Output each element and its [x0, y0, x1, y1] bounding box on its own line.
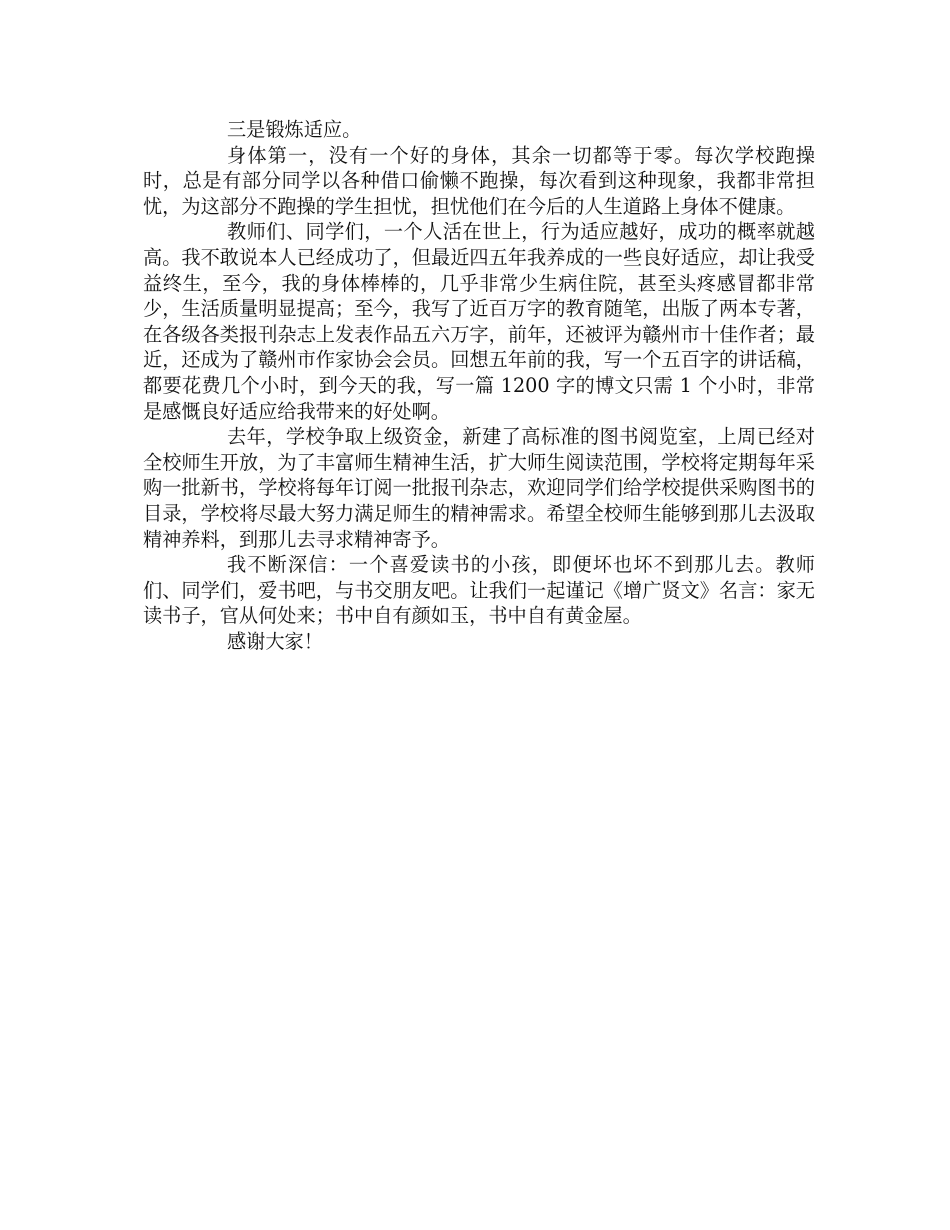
paragraph-body: 教师们、同学们，一个人活在世上，行为适应越好，成功的概率就越高。我不敢说本人已经成功了，但最近四五年我养成的一些良好适应，却让我受益终生，至今，我的身体棒棒的，几乎非常少生病住院，甚至头疼感冒都非常少，生活质量明显提高；至今，我写了近百万字的教育随笔，出版了两本专著，在各级各类报刊杂志上发表作品五六万字，前年，还被评为赣州市十佳作者；最近，还成为了赣州市作家协会会员。回想五年前的我，写一个五百字的讲话稿，都要花费几个小时，到今天的我，写一篇 1200 字的博文只需 1 个小时，非常是感慨良好适应给我带来的好处啊。	[143, 220, 815, 423]
paragraph-body: 身体第一，没有一个好的身体，其余一切都等于零。每次学校跑操时，总是有部分同学以各种借口偷懒不跑操，每次看到这种现象，我都非常担忧，为这部分不跑操的学生担忧，担忧他们在今后的人生道路上身体不健康。	[143, 143, 815, 218]
paragraph-body: 我不断深信：一个喜爱读书的小孩，即便坏也坏不到那儿去。教师们、同学们，爱书吧，与书交朋友吧。让我们一起谨记《增广贤文》名言：家无读书子，官从何处来；书中自有颜如玉，书中自有黄金屋。	[143, 553, 815, 628]
document-body	[143, 117, 815, 654]
paragraph-body: 去年，学校争取上级资金，新建了高标准的图书阅览室，上周已经对全校师生开放，为了丰富师生精神生活，扩大师生阅读范围，学校将定期每年采购一批新书，学校将每年订阅一批报刊杂志，欢迎同学们给学校提供采购图书的目录，学校将尽最大努力满足师生的精神需求。希望全校师生能够到那儿去汲取精神养料，到那儿去寻求精神寄予。	[143, 425, 815, 551]
paragraph-heading: 三是锻炼适应。	[227, 118, 362, 141]
paragraph-closing: 感谢大家！	[227, 629, 323, 653]
